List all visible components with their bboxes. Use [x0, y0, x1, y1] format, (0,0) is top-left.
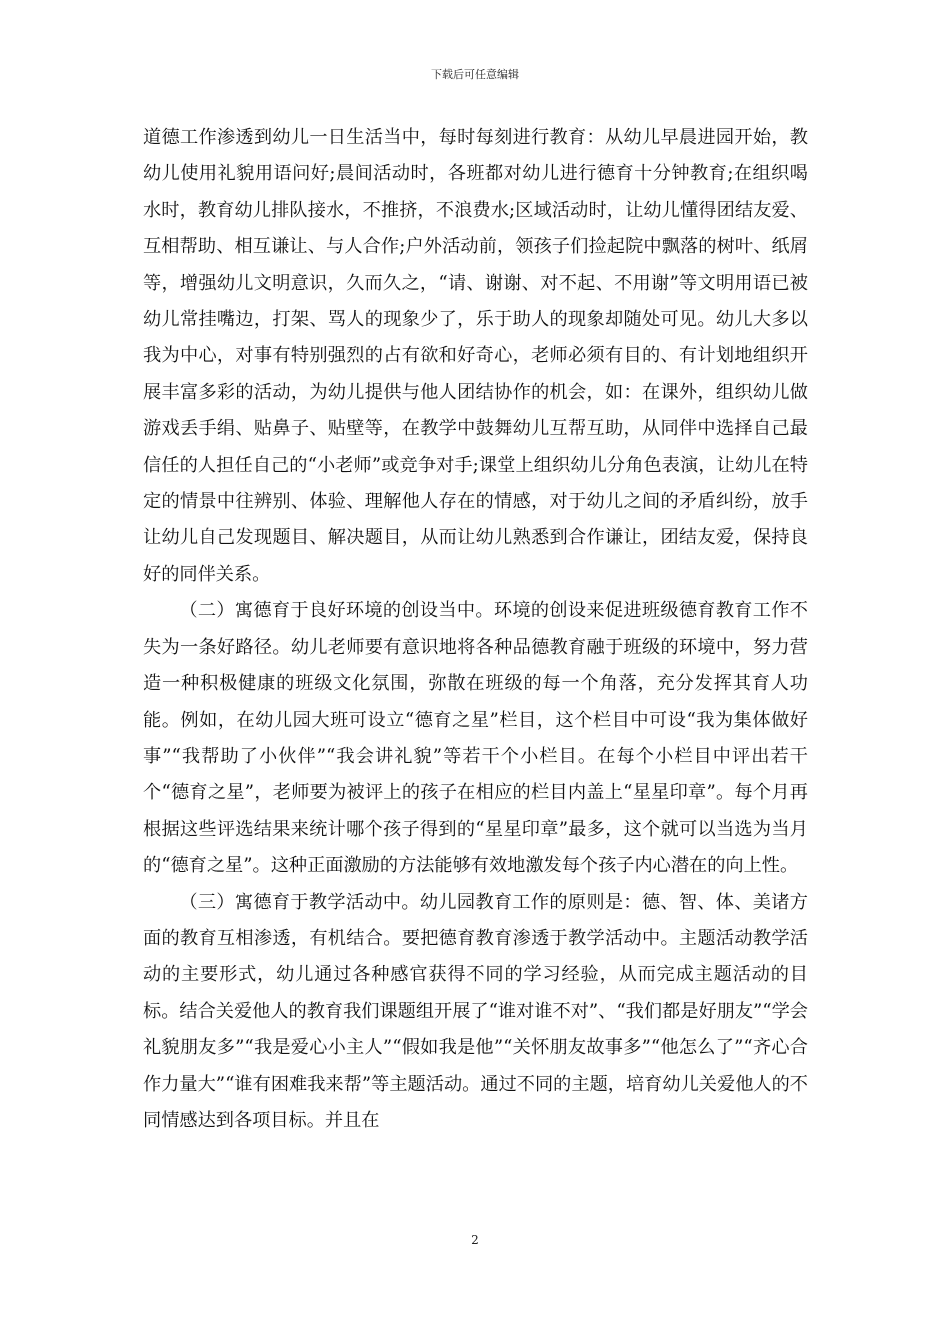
paragraph-3: （三）寓德育于教学活动中。幼儿园教育工作的原则是：德、智、体、美诸方面的教育互相渗透，有机结合。要把德育教育渗透于教学活动中。主题活动教学活动的主要形式，幼儿通过各种感官获得不同的学习经验，从而完成主题活动的目标。结合关爱他人的教育我们课题组开展了“谁对谁不对”、“我们都是好朋友”“学会礼貌朋友多”“我是爱心小主人”“假如我是他”“关怀朋友故事多”“他怎么了”“齐心合作力量大”“谁有困难我来帮”等主题活动。通过不同的主题，培育幼儿关爱他人的不同情感达到各项目标。并且在: [143, 891, 808, 1131]
paragraph-2: （二）寓德育于良好环境的创设当中。环境的创设来促进班级德育教育工作不失为一条好路径。幼儿老师要有意识地将各种品德教育融于班级的环境中，努力营造一种积极健康的班级文化氛围，弥散在班级的每一个角落，充分发挥其育人功能。例如，在幼儿园大班可设立“德育之星”栏目，这个栏目中可设“我为集体做好事”“我帮助了小伙伴”“我会讲礼貌”等若干个小栏目。在每个小栏目中评出若干个“德育之星”，老师要为被评上的孩子在相应的栏目内盖上“星星印章”。每个月再根据这些评选结果来统计哪个孩子得到的“星星印章”最多，这个就可以当选为当月的“德育之星”。这种正面激励的方法能够有效地激发每个孩子内心潜在的向上性。: [143, 600, 808, 877]
page-number: 2: [471, 1233, 479, 1247]
page-header: 下载后可任意编辑: [431, 68, 519, 81]
document-body: [143, 120, 808, 1139]
paragraph-1: 道德工作渗透到幼儿一日生活当中，每时每刻进行教育：从幼儿早晨进园开始，教幼儿使用礼貌用语问好;晨间活动时，各班都对幼儿进行德育十分钟教育;在组织喝水时，教育幼儿排队接水，不推挤，不浪费水;区域活动时，让幼儿懂得团结友爱、互相帮助、相互谦让、与人合作;户外活动前，领孩子们捡起院中飘落的树叶、纸屑等，增强幼儿文明意识，久而久之，“请、谢谢、对不起、不用谢”等文明用语已被幼儿常挂嘴边，打架、骂人的现象少了，乐于助人的现象却随处可见。幼儿大多以我为中心，对事有特别强烈的占有欲和好奇心，老师必须有目的、有计划地组织开展丰富多彩的活动，为幼儿提供与他人团结协作的机会，如：在课外，组织幼儿做游戏丢手绢、贴鼻子、贴壁等，在教学中鼓舞幼儿互帮互助，从同伴中选择自己最信任的人担任自己的“小老师”或竞争对手;课堂上组织幼儿分角色表演，让幼儿在特定的情景中往辨别、体验、理解他人存在的情感，对于幼儿之间的矛盾纠纷，放手让幼儿自己发现题目、解决题目，从而让幼儿熟悉到合作谦让，团结友爱，保持良好的同伴关系。: [143, 127, 808, 585]
